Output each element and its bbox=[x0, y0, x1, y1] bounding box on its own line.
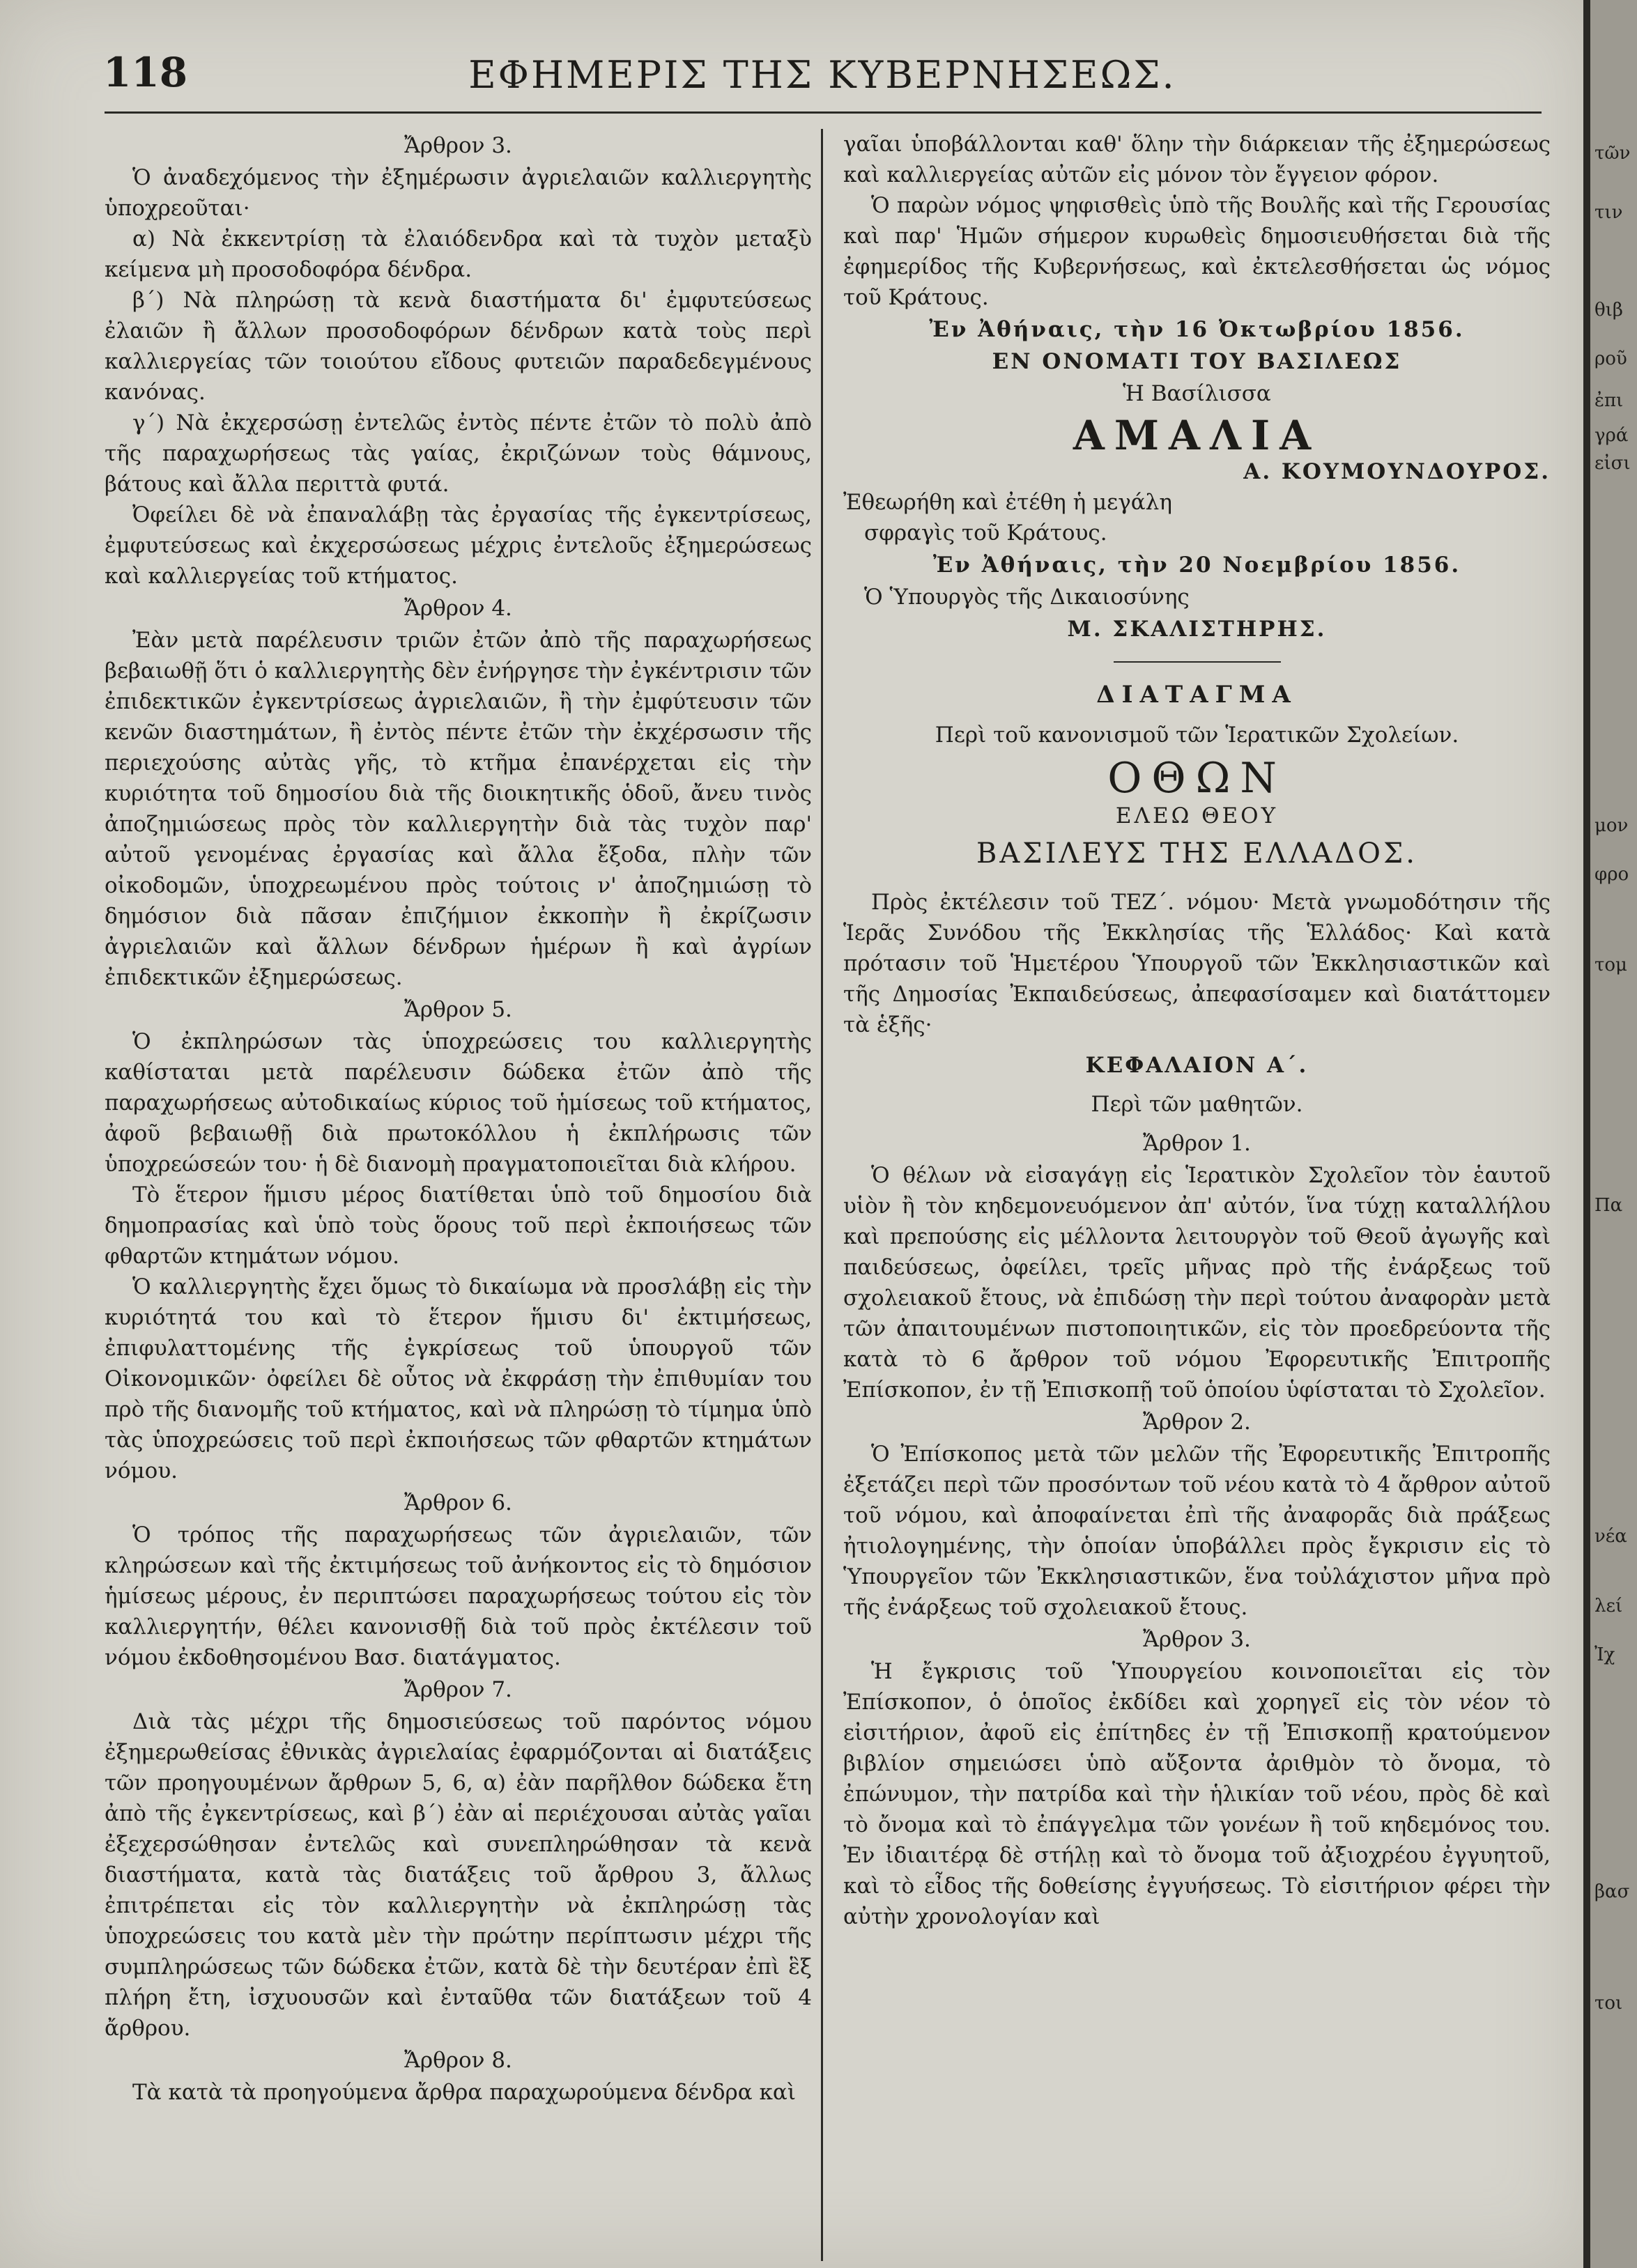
article-7-text: Διὰ τὰς μέχρι τῆς δημοσιεύσεως τοῦ παρόντος νόμου ἐξημερωθείσας ἐθνικὰς ἀγριελαίας ἐφαρμόζονται αἱ διατάξεις τῶν προηγουμένων ἄρθρων 5, 6, α) ἐὰν παρῆλθον δώδεκα ἔτη ἀπὸ τῆς ἐγκεντρίσεως, καὶ β΄) ἐὰν αἱ περιέχουσαι αὐτὰς γαῖαι ἐξεχερσώθησαν ἐντελῶς καὶ συνεπληρώθησαν τὰ κενὰ διαστήματα, κατὰ τὰς διατάξεις τοῦ ἄρθρου 3, ἄλλως ἐπιτρέπεται εἰς τὸν καλλιεργητὴν νὰ ἐκπληρώσῃ τὰς ὑποχρεώσεις του κατὰ μὲν τὴν πρώτην περίπτωσιν μέχρι τῆς συμπληρώσεως τῶν δώδεκα ἐτῶν, κατὰ δὲ τὴν δευτέραν ἐπὶ ἓξ πλήρη ἔτη, ἰσχυουσῶν καὶ ἐνταῦθα τῶν διατάξεων τοῦ 4 ἄρθρου. bbox=[105, 1709, 812, 2041]
article-3-intro: Ὁ ἀναδεχόμενος τὴν ἐξημέρωσιν ἀγριελαιῶν καλλιεργητὴς ὑποχρεοῦται· bbox=[105, 165, 812, 221]
article-5-text-1: Ὁ ἐκπληρώσων τὰς ὑποχρεώσεις του καλλιεργητὴς καθίσταται μετὰ παρέλευσιν δώδεκα ἐτῶν ἀπὸ τῆς παραχωρήσεως αὐτοδικαίως κύριος τοῦ ἡμίσεως τοῦ κτήματος, ἀφοῦ βεβαιωθῇ διὰ πρωτοκόλλου ἡ ἐκπλήρωσις τῶν ὑποχρεώσεών του· ἡ δὲ διανομὴ πραγματοποιεῖται διὰ κλήρου. bbox=[105, 1029, 812, 1177]
chapter-subject: Περὶ τῶν μαθητῶν. bbox=[1091, 1092, 1303, 1117]
page-header bbox=[70, 49, 1575, 111]
decree-article-3-text: Ἡ ἔγκρισις τοῦ Ὑπουργείου κοινοποιεῖται εἰς τὸν Ἐπίσκοπον, ὁ ὁποῖος ἐκδίδει καὶ χορηγεῖ εἰς τὸν νέον τὸ εἰσιτήριον, ἀφοῦ εἰς ἐπίτηδες ἐν τῇ Ἐπισκοπῇ κρατούμενον βιβλίον σημειώσει ὑπὸ αὔξοντα ἀριθμὸν τὸ ὄνομα, τὸ ἐπώνυμον, τὴν πατρίδα καὶ τὴν ἡλικίαν τοῦ νέου, πρὸς δὲ καὶ τὸ ὄνομα καὶ τὸ ἐπάγγελμα τῶν γονέων ἢ τοῦ κηδεμόνος του. Ἐν ἰδιαιτέρᾳ δὲ στήλῃ καὶ τὸ ὄνομα τοῦ ἀξιοχρέου ἐγγυητοῦ, καὶ τὸ εἶδος τῆς δοθείσης ἐγγυήσεως. Τὸ εἰσιτήριον φέρει τὴν αὐτὴν χρονολογίαν καὶ bbox=[843, 1659, 1551, 1929]
by-grace-of-god: ΕΛΕΩ ΘΕΟΥ bbox=[1115, 803, 1279, 828]
king-of-greece: ΒΑΣΙΛΕΥΣ ΤΗΣ ΕΛΛΑΔΟΣ. bbox=[976, 838, 1417, 870]
chapter-heading: ΚΕΦΑΛΑΙΟΝ Α΄. bbox=[1085, 1053, 1309, 1078]
decree-article-1-title: Ἄρθρον 1. bbox=[1143, 1131, 1251, 1156]
article-7-title: Ἄρθρον 7. bbox=[404, 1677, 512, 1702]
edge-word: Πα bbox=[1594, 1195, 1623, 1216]
justice-minister-title: Ὁ Ὑπουργὸς τῆς Δικαιοσύνης bbox=[864, 585, 1190, 610]
article-6-text: Ὁ τρόπος τῆς παραχωρήσεως τῶν ἀγριελαιῶν, τῶν κληρώσεων καὶ τῆς ἐκτιμήσεως τοῦ ἀνήκοντος εἰς τὸ δημόσιον ἡμίσεως μέρους, ἐν περιπτώσει παραχωρήσεως τούτου εἰς τὸν καλλιεργητήν, θέλει κανονισθῇ διὰ τοῦ πρὸς ἐκτέλεσιν τοῦ νόμου ἐκδοθησομένου Βασ. διατάγματος. bbox=[105, 1522, 812, 1670]
article-3-item-c: γ΄) Νὰ ἐκχερσώσῃ ἐντελῶς ἐντὸς πέντε ἐτῶν τὸ πολὺ ἀπὸ τῆς παραχωρήσεως τὰς γαίας, ἐκριζώνων τοὺς θάμνους, βάτους καὶ ἄλλα περιττὰ φυτά. bbox=[105, 410, 812, 497]
header-rule bbox=[105, 111, 1542, 114]
edge-word: τοι bbox=[1594, 1993, 1623, 2014]
facing-page-edge bbox=[1583, 0, 1637, 2268]
article-3-title: Ἄρθρον 3. bbox=[404, 133, 512, 158]
minister-2-signature: Μ. ΣΚΑΛΙΣΤΗΡΗΣ. bbox=[1067, 617, 1327, 642]
edge-word: θιβ bbox=[1594, 300, 1623, 321]
othon-heading: ΟΘΩΝ bbox=[1107, 754, 1286, 803]
edge-word: ἐπι bbox=[1594, 390, 1624, 411]
edge-word: νέα bbox=[1594, 1526, 1627, 1547]
left-column bbox=[105, 129, 812, 2108]
decree-article-2-title: Ἄρθρον 2. bbox=[1143, 1410, 1251, 1435]
decree-article-1-text: Ὁ θέλων νὰ εἰσαγάγῃ εἰς Ἱερατικὸν Σχολεῖον τὸν ἑαυτοῦ υἱὸν ἢ τὸν κηδεμονευόμενον ἀπ' αὐτόν, ἵνα τύχῃ καταλλήλου καὶ πρεπούσης εἰς μέλλοντα λειτουργὸν τοῦ Θεοῦ ἀγωγῆς καὶ παιδεύσεως, ὀφείλει, τρεῖς μῆνας πρὸ τῆς ἐνάρξεως τοῦ σχολειακοῦ ἔτους, νὰ ἐπιδώσῃ τὴν περὶ τούτου ἀναφορὰν μετὰ τῶν ἀπαιτουμένων πιστοποιητικῶν, εἰς τὸν προεδρεύοντα τῆς κατὰ τὸ 6 ἄρθρον τοῦ νόμου Ἐφορευτικῆς Ἐπιτροπῆς Ἐπίσκοπον, ἐν τῇ Ἐπισκοπῇ τοῦ ὁποίου ὑφίσταται τὸ Σχολεῖον. bbox=[843, 1163, 1551, 1403]
decree-article-2-text: Ὁ Ἐπίσκοπος μετὰ τῶν μελῶν τῆς Ἐφορευτικῆς Ἐπιτροπῆς ἐξετάζει περὶ τῶν προσόντων τοῦ νέου κατὰ τὸ 4 ἄρθρον αὐτοῦ τοῦ νόμου, καὶ ἀποφαίνεται ἐπὶ τῆς ἀναφορᾶς διὰ πράξεως ἠτιολογημένης, τὴν ὁποίαν ὑποβάλλει πρὸς ἔγκρισιν εἰς τὸ Ὑπουργεῖον τῶν Ἐκκλησιαστικῶν, ἕνα τοὐλάχιστον μῆνα πρὸ τῆς ἐνάρξεως τοῦ σχολειακοῦ ἔτους. bbox=[843, 1442, 1551, 1620]
binding-shadow bbox=[1583, 0, 1590, 2268]
article-4-title: Ἄρθρον 4. bbox=[404, 596, 512, 621]
queen-title: Ἡ Βασίλισσα bbox=[1123, 381, 1271, 406]
running-title: ΕΦΗΜΕΡΙΣ ΤΗΣ ΚΥΒΕΡΝΗΣΕΩΣ. bbox=[468, 53, 1176, 97]
article-6-title: Ἄρθρον 6. bbox=[404, 1490, 512, 1515]
edge-word: λεί bbox=[1594, 1596, 1623, 1617]
article-3-item-a: α) Νὰ ἐκκεντρίσῃ τὰ ἐλαιόδενδρα καὶ τὰ τυχὸν μεταξὺ κείμενα μὴ προσοδοφόρα δένδρα. bbox=[105, 226, 812, 282]
date-2: Ἐν Ἀθήναις, τὴν 20 Νοεμβρίου 1856. bbox=[932, 553, 1461, 578]
article-4-text: Ἐὰν μετὰ παρέλευσιν τριῶν ἐτῶν ἀπὸ τῆς παραχωρήσεως βεβαιωθῇ ὅτι ὁ καλλιεργητὴς δὲν ἐνήργησε τὴν ἐγκέντρισιν τῶν ἐπιδεκτικῶν ἐγκεντρίσεως ἀγριελαιῶν, ἢ τὴν ἐμφύτευσιν τῶν κενῶν διαστημάτων, ἢ ἐντὸς πέντε ἐτῶν τὴν ἐκχέρσωσιν τῆς περιεχούσης αὐτὰς γῆς, τὸ κτῆμα ἐπανέρχεται εἰς τὴν κυριότητα τοῦ δημοσίου διὰ τῆς διοικητικῆς ὁδοῦ, ἄνευ τινὸς ἀποζημιώσεως πρὸς τὸν καλλιεργητὴν διὰ τὰς τυχὸν παρ' αὐτοῦ γενομένας ἐργασίας καὶ ἄλλα ἔξοδα, πλὴν τῶν οἰκοδομῶν, ὑποχρεωμένου πρὸς τούτοις ν' ἀποζημιώσῃ τὸ δημόσιον διὰ πᾶσαν ἐπιζήμιον ἐκκοπὴν ἢ ἐκρίζωσιν ἀγριελαιῶν καὶ ἄλλων δένδρων ἡμέρων ἢ καὶ ἀγρίων ἐπιδεκτικῶν ἐξημερώσεως. bbox=[105, 628, 812, 990]
decree-preamble: Πρὸς ἐκτέλεσιν τοῦ ΤΕΖ΄. νόμου· Μετὰ γνωμοδότησιν τῆς Ἱερᾶς Συνόδου τῆς Ἐκκλησίας τῆς Ἑλλάδος· Καὶ κατὰ πρότασιν τοῦ Ἡμετέρου Ὑπουργοῦ τῶν Ἐκκλησιαστικῶν καὶ τῆς Δημοσίας Ἐκπαιδεύσεως, ἀπεφασίσαμεν καὶ διατάττομεν τὰ ἑξῆς· bbox=[843, 890, 1551, 1037]
article-3-closing: Ὀφείλει δὲ νὰ ἐπαναλάβῃ τὰς ἐργασίας τῆς ἐγκεντρίσεως, ἐμφυτεύσεως καὶ ἐκχερσώσεως μέχρις ἐντελοῦς ἐξημερώσεως καὶ καλλιεργείας τοῦ κτήματος. bbox=[105, 502, 812, 589]
edge-word: ροῦ bbox=[1594, 348, 1627, 369]
seal-line-1: Ἐθεωρήθη καὶ ἐτέθη ἡ μεγάλη bbox=[843, 490, 1172, 515]
edge-word: τομ bbox=[1594, 955, 1627, 975]
article-8-text: Τὰ κατὰ τὰ προηγούμενα ἄρθρα παραχωρούμενα δένδρα καὶ bbox=[132, 2080, 797, 2105]
edge-word: μον bbox=[1594, 815, 1629, 836]
edge-word: βασ bbox=[1594, 1881, 1630, 1902]
law-continuation: γαῖαι ὑποβάλλονται καθ' ὅλην τὴν διάρκειαν τῆς ἐξημερώσεως καὶ καλλιεργείας αὐτῶν εἰς μόνον τὸν ἔγγειον φόρον. bbox=[843, 132, 1551, 187]
article-5-title: Ἄρθρον 5. bbox=[404, 997, 512, 1022]
article-5-text-2: Τὸ ἕτερον ἥμισυ μέρος διατίθεται ὑπὸ τοῦ δημοσίου διὰ δημοπρασίας καὶ ὑπὸ τοὺς ὅρους τοῦ περὶ ἐκποιήσεως τῶν φθαρτῶν κτημάτων νόμου. bbox=[105, 1182, 812, 1269]
edge-word: εἰσι bbox=[1594, 453, 1631, 474]
amalia-signature: ΑΜΑΛΙΑ bbox=[1073, 412, 1321, 459]
edge-word: τιν bbox=[1594, 202, 1623, 223]
article-3-item-b: β΄) Νὰ πληρώσῃ τὰ κενὰ διαστήματα δι' ἐμφυτεύσεως ἐλαιῶν ἢ ἄλλων προσοδοφόρων δένδρων κατὰ τοὺς περὶ καλλιεργείας τῶν τοιούτου εἴδους φυτειῶν παραδεδεγμένους κανόνας. bbox=[105, 288, 812, 405]
in-name-of-king: ΕΝ ΟΝΟΜΑΤΙ ΤΟΥ ΒΑΣΙΛΕΩΣ bbox=[992, 349, 1402, 374]
decree-heading: ΔΙΑΤΑΓΜΑ bbox=[1096, 681, 1298, 709]
section-divider bbox=[1114, 661, 1281, 663]
minister-1-signature: Α. ΚΟΥΜΟΥΝΔΟΥΡΟΣ. bbox=[1243, 459, 1551, 484]
page-number: 118 bbox=[103, 49, 188, 96]
edge-word: φρο bbox=[1594, 864, 1629, 885]
edge-word: τῶν bbox=[1594, 143, 1631, 164]
date-1: Ἐν Ἀθήναις, τὴν 16 Ὀκτωβρίου 1856. bbox=[929, 317, 1465, 342]
decree-subject: Περὶ τοῦ κανονισμοῦ τῶν Ἱερατικῶν Σχολείων. bbox=[935, 723, 1459, 748]
decree-article-3-title: Ἄρθρον 3. bbox=[1143, 1627, 1251, 1652]
column-divider bbox=[821, 129, 823, 2261]
article-8-title: Ἄρθρον 8. bbox=[404, 2048, 512, 2073]
law-enactment: Ὁ παρὼν νόμος ψηφισθεὶς ὑπὸ τῆς Βουλῆς καὶ τῆς Γερουσίας καὶ παρ' Ἡμῶν σήμερον κυρωθεὶς δημοσιευθήσεται διὰ τῆς ἐφημερίδος τῆς Κυβερνήσεως, καὶ ἐκτελεσθήσεται ὡς νόμος τοῦ Κράτους. bbox=[843, 193, 1551, 310]
edge-word: γρά bbox=[1594, 425, 1629, 446]
edge-word: Ἰχ bbox=[1594, 1644, 1615, 1665]
right-column bbox=[843, 129, 1551, 1932]
seal-line-2: σφραγὶς τοῦ Κράτους. bbox=[864, 520, 1107, 546]
article-5-text-3: Ὁ καλλιεργητὴς ἔχει ὅμως τὸ δικαίωμα νὰ προσλάβῃ εἰς τὴν κυριότητά του καὶ τὸ ἕτερον ἥμισυ δι' ἐκτιμήσεως, ἐπιφυλαττομένης τῆς ἐγκρίσεως τοῦ ὑπουργοῦ τῶν Οἰκονομικῶν· ὀφείλει δὲ οὗτος νὰ ἐκφράσῃ τὴν ἐπιθυμίαν του πρὸ τῆς διανομῆς τοῦ κτήματος, καὶ νὰ πληρώσῃ τὸ τίμημα ὑπὸ τὰς ὑποχρεώσεις τοῦ περὶ ἐκποιήσεως τῶν φθαρτῶν κτημάτων νόμου. bbox=[105, 1274, 812, 1483]
